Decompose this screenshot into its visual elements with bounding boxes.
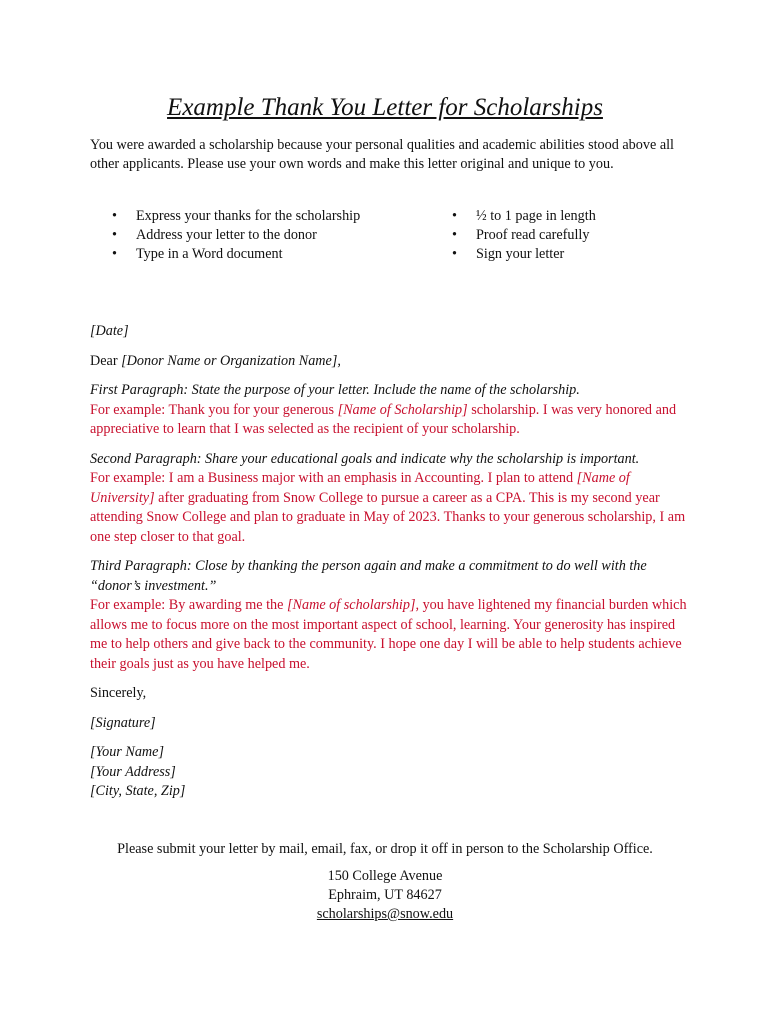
- submission-footer: [90, 840, 680, 932]
- list-item: • Express your thanks for the scholarship: [112, 207, 360, 226]
- bullet-list-left: [112, 207, 360, 264]
- office-city: Ephraim, UT 84627: [328, 887, 442, 903]
- sender-address: [Your Address]: [90, 763, 176, 780]
- first-paragraph-example: [90, 402, 676, 438]
- letter-signature: [Signature]: [90, 714, 156, 731]
- example-text: For example: Thank you for your generous: [90, 401, 338, 418]
- second-paragraph: [90, 450, 690, 548]
- second-paragraph-instruction: Second Paragraph: Share your educational goals and indicate why the scholarship is important.: [90, 450, 640, 467]
- example-text: after graduating from Snow College to pursue a career as a CPA. This is my second year attending Snow College and plan to graduate in May of 2023. Thanks to your generous scholarship, I am one step closer to that goal.: [90, 489, 686, 545]
- page-title: Example Thank You Letter for Scholarships: [167, 94, 603, 121]
- letter-closing: Sincerely,: [90, 685, 147, 701]
- example-placeholder: [Name of Scholarship]: [337, 401, 468, 418]
- letter-date: [Date]: [90, 323, 129, 339]
- list-item: • Sign your letter: [452, 245, 596, 264]
- list-item: • ½ to 1 page in length: [452, 207, 596, 226]
- office-address: [90, 867, 680, 924]
- bullet-list-right: [452, 207, 596, 264]
- example-placeholder: [Name of scholarship],: [287, 597, 420, 613]
- example-text: scholarship. I was very honored and appreciative to learn that I was selected as the recipient of your scholarship.: [90, 401, 677, 437]
- sender-city: [City, State, Zip]: [90, 783, 186, 799]
- salutation-dear: Dear: [90, 352, 122, 369]
- submission-instruction: Please submit your letter by mail, email, fax, or drop it off in person to the Scholarship Office.: [117, 841, 653, 857]
- third-paragraph-example: [90, 597, 687, 672]
- office-email-link[interactable]: scholarships@snow.edu: [316, 906, 454, 922]
- example-text: you have lightened my financial burden which allows me to focus more on the most important aspect of school, learning. Your generosity has inspired me to help others and give back to the community. I hope one day I will be able to help students achieve their goals just as you have helped me.: [90, 597, 687, 672]
- example-text: For example: I am a Business major with an emphasis in Accounting. I plan to attend: [90, 470, 577, 486]
- first-paragraph: [90, 381, 690, 440]
- example-placeholder: [Name of University]: [90, 470, 630, 506]
- third-paragraph-instruction: Third Paragraph: Close by thanking the person again and make a commitment to do well with the “donor’s investment.”: [90, 558, 647, 594]
- intro-paragraph: You were awarded a scholarship because your personal qualities and academic abilities stood above all other applicants. Please use your own words and make this letter original and unique to you.: [90, 137, 674, 172]
- third-paragraph: [90, 557, 690, 674]
- first-paragraph-instruction: First Paragraph: State the purpose of your letter. Include the name of the scholarship.: [90, 382, 580, 398]
- sender-name: [Your Name]: [90, 744, 164, 760]
- list-item: • Address your letter to the donor: [112, 226, 360, 245]
- example-text: For example: By awarding me the: [90, 597, 287, 613]
- list-item: • Proof read carefully: [452, 226, 596, 245]
- letter-sender-block: [90, 743, 690, 802]
- second-paragraph-example: [90, 470, 685, 545]
- letter-template: [90, 322, 690, 812]
- office-street: 150 College Avenue: [327, 868, 443, 884]
- list-item: • Type in a Word document: [112, 245, 360, 264]
- salutation-donor: [Donor Name or Organization Name],: [121, 352, 341, 369]
- letter-salutation: [90, 352, 690, 372]
